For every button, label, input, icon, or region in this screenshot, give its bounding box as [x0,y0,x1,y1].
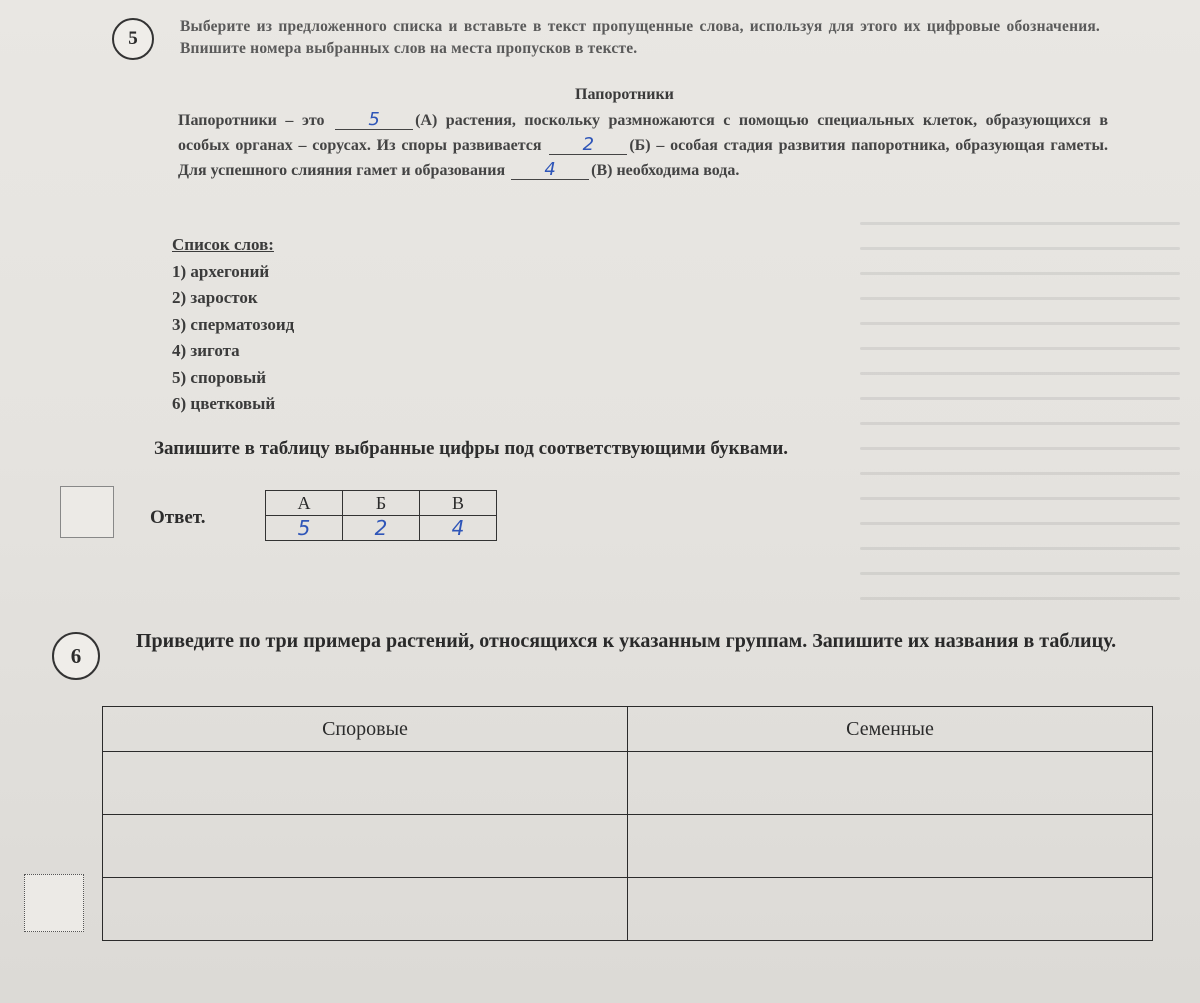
seed-example-cell[interactable] [628,878,1153,941]
spore-example-cell[interactable] [103,752,628,815]
word-list-item: 2) заросток [172,288,258,307]
table-row [103,752,1153,815]
answer-cell-b[interactable]: 2 [343,516,420,541]
answer-cell-c[interactable]: 4 [420,516,497,541]
word-list-item: 5) споровый [172,367,267,387]
answer-table-header-row [266,491,497,516]
header-seed-plants: Семенные [628,707,1153,752]
groups-header-row [103,707,1153,752]
text-part-2: (А) растения, поскольку размножаются с помощью специальных клеток, образующихся в особых органах – сорусах. Из споры развивается [178,112,1109,154]
task-6-number-badge [52,632,100,680]
blank-b-answer[interactable]: 2 [549,136,627,155]
task-5-number-badge [112,18,154,60]
text-title: Папоротники [575,86,674,103]
word-list-item: 1) архегоний [172,261,270,281]
text-part-4: (В) необходима вода. [591,162,740,179]
answer-instruction: Запишите в таблицу выбранные цифры под соответствующими буквами. [154,438,789,459]
seed-example-cell[interactable] [628,815,1153,878]
text-part-1: Папоротники – это [178,112,325,129]
word-list-item: 6) цветковый [172,394,276,413]
answer-table-value-row [266,516,497,541]
blank-a-answer[interactable]: 5 [335,111,413,130]
word-list [172,232,294,418]
task-5-score-box[interactable] [60,486,114,538]
task-6-score-box[interactable] [24,874,84,932]
spore-example-cell[interactable] [103,815,628,878]
text-part-3: (Б) – особая стадия развития папоротника, образующая гаметы. Для успешного слияния гамет и образования [178,137,1109,179]
plant-groups-table [102,706,1153,941]
answer-label: Ответ. [150,507,206,528]
task-6-instruction: Приведите по три примера растений, относящихся к указанным группам. Запишите их названия в таблицу. [136,630,1117,652]
seed-example-cell[interactable] [628,752,1153,815]
answer-header-c: В [420,491,497,516]
answer-cell-a[interactable]: 5 [266,516,343,541]
word-list-header: Список слов: [172,235,274,254]
table-row [103,815,1153,878]
header-spore-plants: Споровые [103,707,628,752]
table-row [103,878,1153,941]
task-6-number: 6 [70,643,82,668]
task-5-number: 5 [128,28,138,49]
answer-table [265,490,497,541]
word-list-item: 4) зигота [172,341,240,360]
answer-header-b: Б [343,491,420,516]
spore-example-cell[interactable] [103,878,628,941]
task-5-instruction: Выберите из предложенного списка и вставьте в текст пропущенные слова, используя для этого их цифровые обозначения. Впишите номера выбранных слов на места пропусков в тексте. [180,18,1100,57]
fill-in-paragraph [178,108,1108,183]
word-list-item: 3) сперматозоид [172,314,295,334]
answer-header-a: А [266,491,343,516]
blank-c-answer[interactable]: 4 [511,161,589,180]
